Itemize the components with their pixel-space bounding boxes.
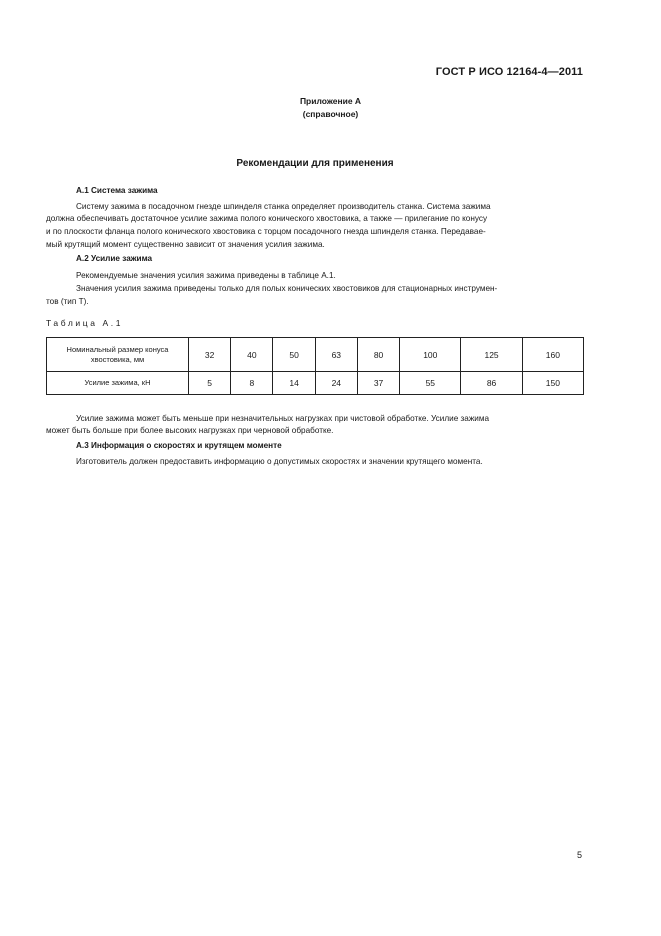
annex-title: Приложение А [299,96,362,106]
paragraph-line: Систему зажима в посадочном гнезде шпинделя станка определяет производитель станка. Система зажима [76,202,491,211]
paragraph-line: Значения усилия зажима приведены только для полых конических хвостовиков для стационарных инструмен- [76,284,498,293]
table-cell: 50 [273,338,315,372]
table-cell: 80 [357,338,399,372]
table-cell: 100 [400,338,461,372]
table-cell: 37 [357,372,399,395]
table-row-label: Усилие зажима, кН [47,372,189,395]
document-code: ГОСТ Р ИСО 12164-4—2011 [435,66,583,78]
section-heading-a1: А.1 Система зажима [76,186,158,195]
table-cell: 32 [189,338,231,372]
paragraph-line: тов (тип Т). [46,297,89,306]
table-cell: 160 [522,338,583,372]
table-cell: 40 [231,338,273,372]
table-cell: 55 [400,372,461,395]
annex-status: (справочное) [302,109,359,119]
table-cell: 14 [273,372,315,395]
paragraph-line: Усилие зажима может быть меньше при незначительных нагрузках при чистовой обработке. Усилие зажима [76,414,490,423]
table-cell: 125 [461,338,522,372]
clamping-force-table [46,337,584,395]
table-cell: 5 [189,372,231,395]
table-row [47,372,584,395]
table-cell: 63 [315,338,357,372]
table-row [47,338,584,372]
table-cell: 8 [231,372,273,395]
paragraph-line: и по плоскости фланца полого конического хвостовика с торцом посадочного гнезда шпинделя станка. Передавае- [46,227,486,236]
paragraph-line: может быть больше при более высоких нагрузках при черновой обработке. [46,426,334,435]
table-cell: 24 [315,372,357,395]
paragraph-line: должна обеспечивать достаточное усилие зажима полого конического хвостовика, а также — прилегание по конусу [46,214,488,223]
table-cell: 150 [522,372,583,395]
table-caption: Таблица А.1 [46,318,124,328]
paragraph-line: Рекомендуемые значения усилия зажима приведены в таблице А.1. [76,271,336,280]
section-heading-a3: А.3 Информация о скоростях и крутящем моменте [76,441,282,450]
main-title: Рекомендации для применения [236,158,394,169]
table-row-label: Номинальный размер конуса хвостовика, мм [47,338,189,372]
table-cell: 86 [461,372,522,395]
paragraph-line: мый крутящий момент существенно зависит от значения усилия зажима. [46,240,325,249]
page-number: 5 [576,850,582,860]
section-heading-a2: А.2 Усилие зажима [76,254,153,263]
paragraph-line: Изготовитель должен предоставить информацию о допустимых скоростях и значении крутящего момента. [76,457,483,466]
